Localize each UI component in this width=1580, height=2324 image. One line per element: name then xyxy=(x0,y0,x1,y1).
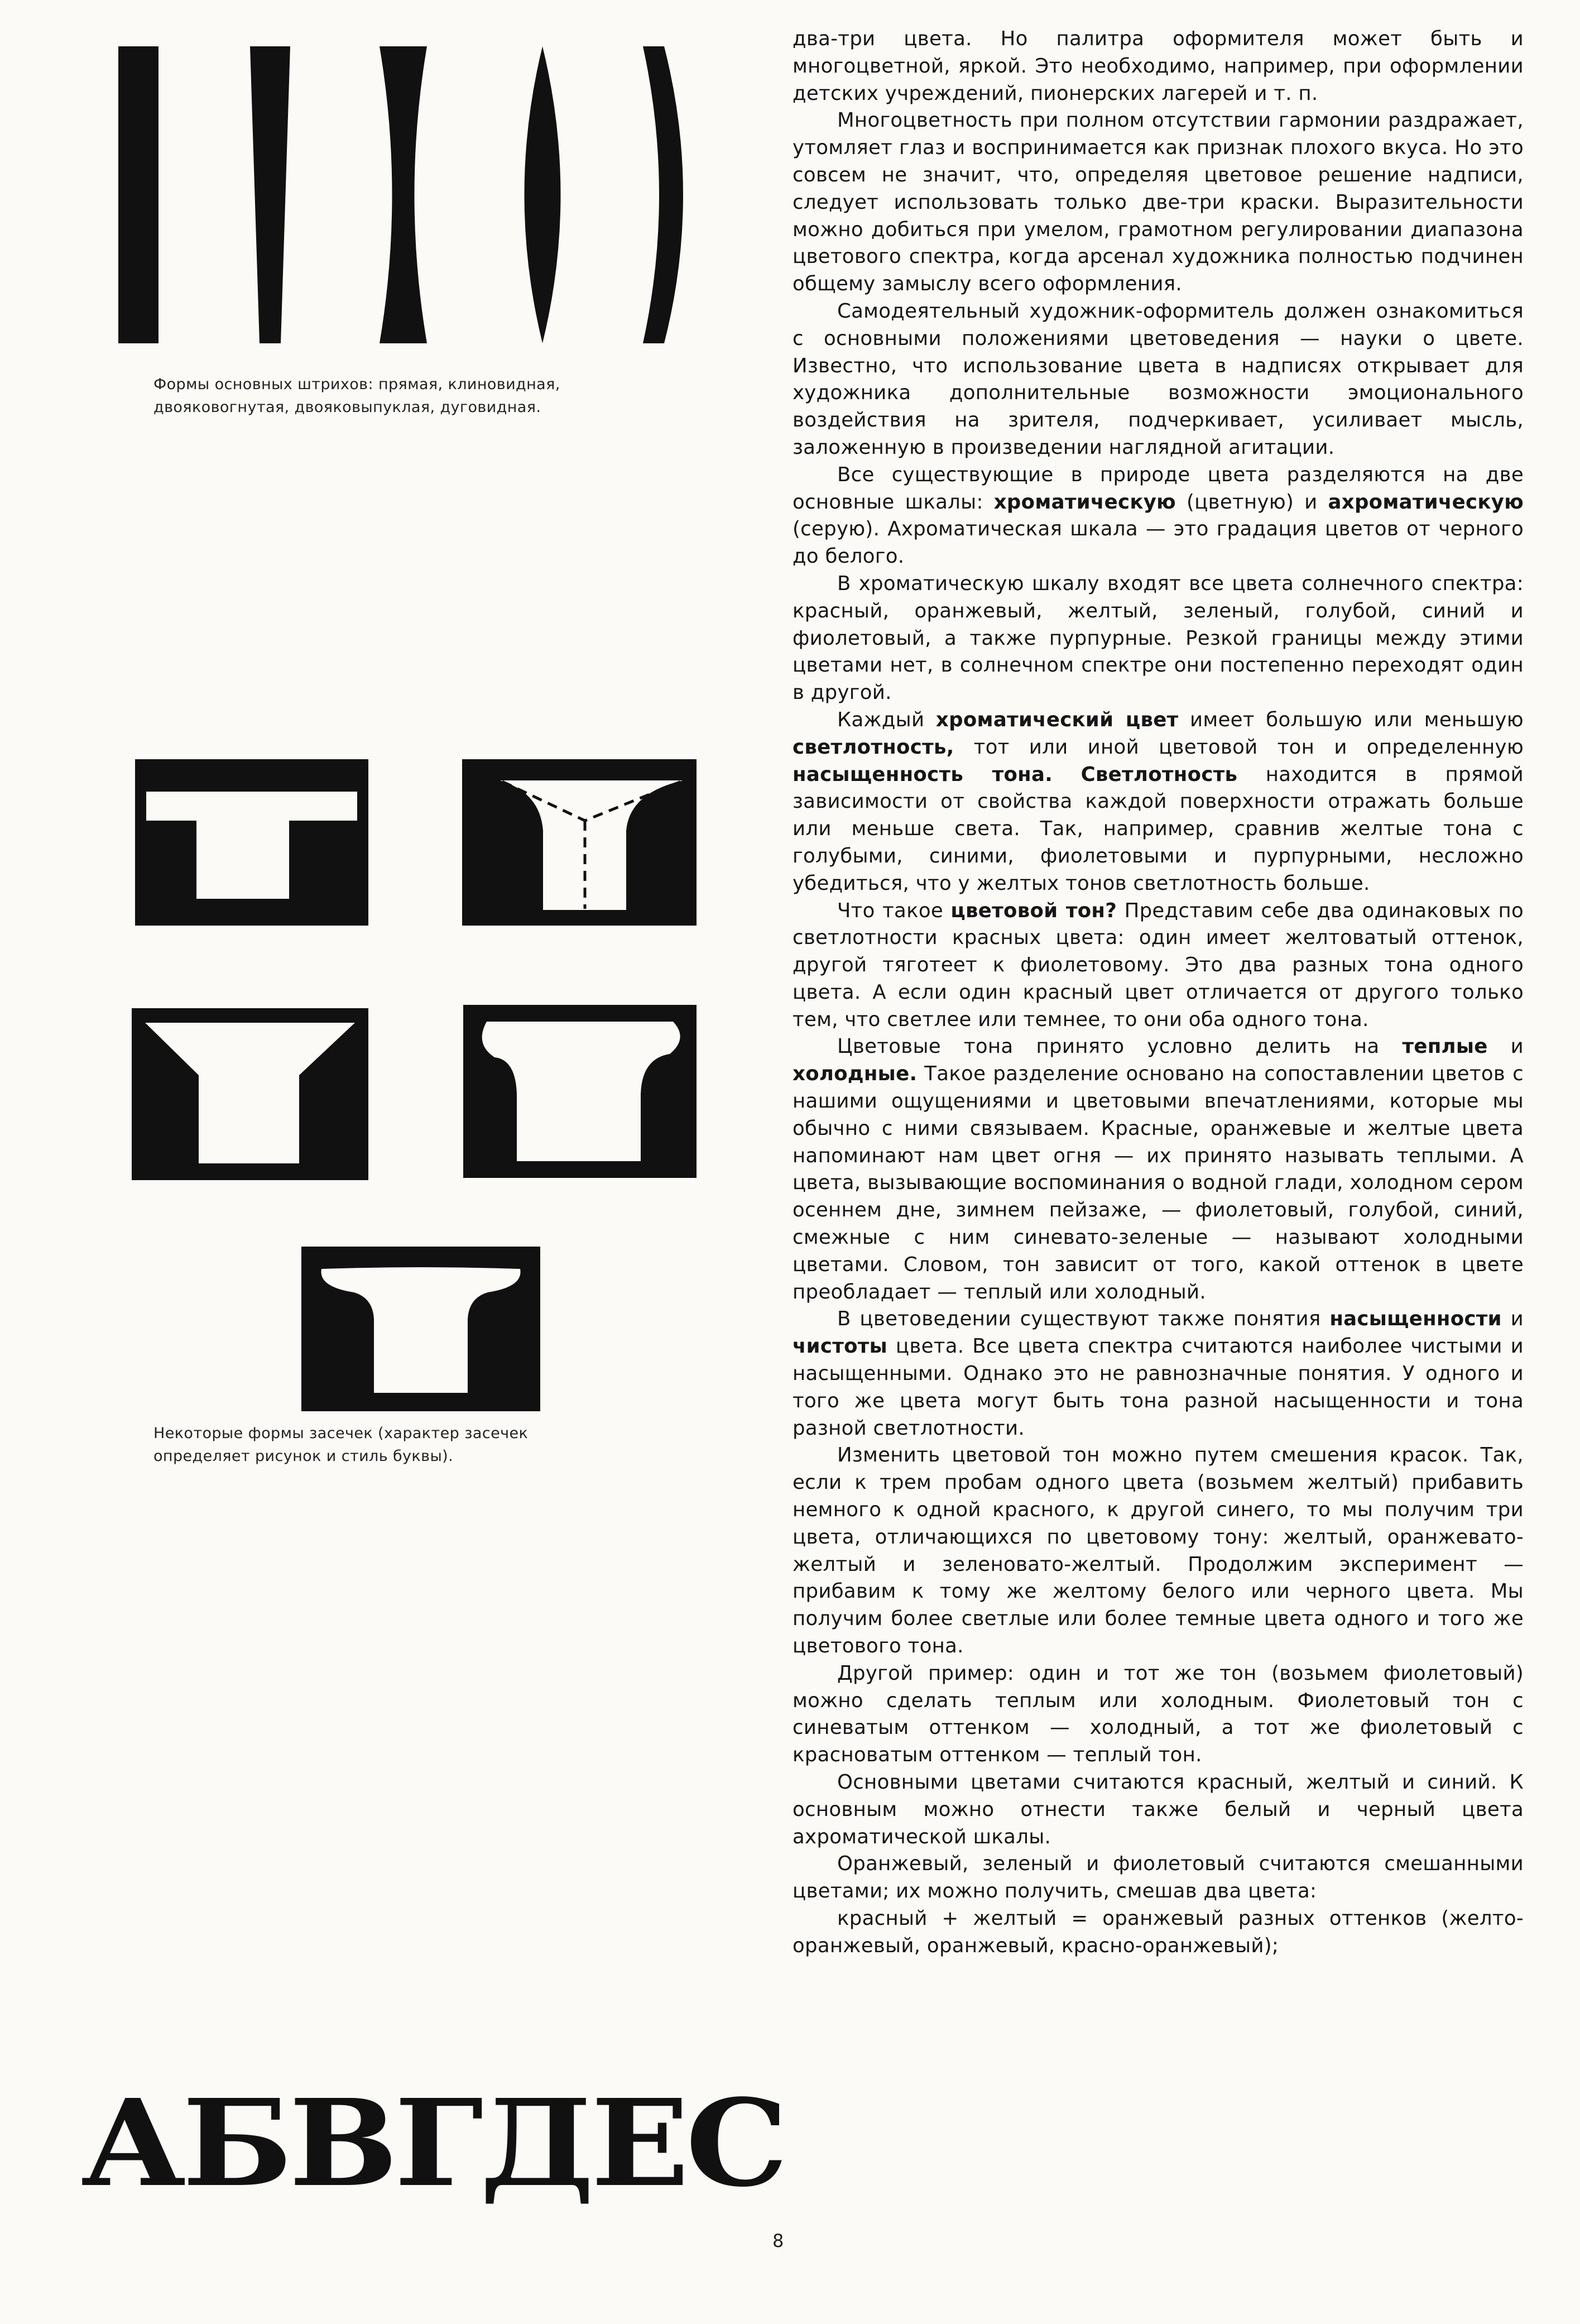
page-number: 8 xyxy=(772,2230,784,2251)
article-paragraph xyxy=(793,898,1524,1034)
text-run: Изменить цветовой тон можно путем смешения красок. Так, если к трем пробам одного цвета (возьмем желтый) прибавить немного к одной красного, к другой синего, то мы получим три цвета, отличающихся по цветовому тону: желтый, оранжевато-желтый и зеленовато-желтый. Продолжим эксперимент — прибавим к тому же желтому белого или черного цвета. Мы получим более светлые или более темные цвета одного и того же цветового тона. xyxy=(793,1444,1524,1658)
article-paragraph xyxy=(793,1769,1524,1851)
article-paragraph xyxy=(793,707,1524,898)
term-bold: насыщенности xyxy=(1329,1307,1502,1331)
text-run: Самодеятельный художник-оформитель должен ознакомиться с основными положениями цветоведения — науки о цвете. Известно, что использование цвета в надписях открывает для художника дополнительные возможности эмоционального воздействия на зрителя, подчеркивает, усиливает мысль, заложенную в произведении наглядной агитации. xyxy=(793,299,1524,459)
article-paragraph xyxy=(793,462,1524,571)
text-run: находится в прямой зависимости от свойства каждой поверхности отражать больше или меньше света. Так, например, сравнив желтые тона с голубыми, синими, фиолетовыми и пурпурными, несложно убедиться, что у желтых тонов светлотность больше. xyxy=(793,763,1524,895)
article-text xyxy=(793,26,1524,1960)
term-bold: Светлотность xyxy=(1080,763,1238,786)
text-run: тот или иной цветовой тон и определенную xyxy=(954,735,1524,759)
caption-line: Формы основных штрихов: прямая, клиновидная, xyxy=(153,376,560,393)
term-bold: хроматическую xyxy=(993,490,1176,514)
article-paragraph xyxy=(793,1905,1524,1960)
stroke-biconcave xyxy=(380,46,427,343)
text-run: Оранжевый, зеленый и фиолетовый считаются смешанными цветами; их можно получить, смешав два цвета: xyxy=(793,1852,1524,1903)
term-bold: чистоты xyxy=(793,1335,888,1358)
serif-form-bracketed-construction xyxy=(462,759,697,926)
caption-line: двояковогнутая, двояковыпуклая, дуговидная. xyxy=(153,399,541,416)
stroke-straight xyxy=(118,46,159,343)
article-paragraph xyxy=(793,1033,1524,1306)
caption-line: определяет рисунок и стиль буквы). xyxy=(153,1448,454,1465)
alphabet-sample: АБВГДЕС xyxy=(81,2073,785,2213)
text-run: и xyxy=(1501,1307,1524,1331)
caption-line: Некоторые формы засечек (характер засечек xyxy=(153,1425,529,1442)
text-run: В цветоведении существуют также понятия xyxy=(837,1307,1330,1331)
stroke-biconvex xyxy=(525,46,561,343)
serif-form-rounded xyxy=(463,1005,697,1178)
stroke-wedge xyxy=(250,46,290,343)
serif-form-wedge xyxy=(132,1008,368,1180)
text-run: Такое разделение основано на сопоставлении цветов с нашими ощущениями и цветовыми впечатлениями, которые мы обычно с ними связываем. Красные, оранжевые и желтые цвета напоминают нам цвет огня — их принято называть теплыми. А цвета, вызывающие воспоминания о водной глади, холодном сером осеннем дне, зимнем пейзаже, — фиолетовый, голубой, синий, смежные с ним синевато-зеленые — называют холодными цветами. Словом, тон зависит от того, какой оттенок в цвете преобладает — теплый или холодный. xyxy=(793,1062,1524,1304)
text-run: цвета. Все цвета спектра считаются наиболее чистыми и насыщенными. Однако это не равнозначные понятия. У одного и того же цвета могут быть тона разной насыщенности и тона разной светлотности. xyxy=(793,1335,1524,1440)
stroke-forms-caption xyxy=(153,373,712,419)
article-paragraph xyxy=(793,1442,1524,1660)
article-paragraph xyxy=(793,1851,1524,1905)
term-bold: цветовой тон? xyxy=(950,899,1117,922)
term-bold: хроматический цвет xyxy=(935,708,1179,731)
text-run: имеет большую или меньшую xyxy=(1178,708,1524,731)
term-bold: насыщенность тона. xyxy=(793,763,1053,786)
text-run: Многоцветность при полном отсутствии гармонии раздражает, утомляет глаз и воспринимается как признак плохого вкуса. Но это совсем не значит, что, определяя цветовое решение надписи, следует использовать только две-три краски. Выразительности можно добиться при умелом, грамотном регулировании диапазона цветового спектра, когда арсенал художника полностью подчинен общему замыслу всего оформления. xyxy=(793,109,1524,296)
article-paragraph xyxy=(793,298,1524,462)
text-run xyxy=(1053,763,1081,786)
term-bold: теплые xyxy=(1402,1035,1488,1058)
text-run: (цветную) и xyxy=(1176,490,1328,514)
text-run: Что такое xyxy=(837,899,951,922)
text-run: Цветовые тона принято условно делить на xyxy=(837,1035,1403,1058)
term-bold: ахроматическую xyxy=(1328,490,1524,514)
stroke-forms-figure xyxy=(112,42,698,343)
article-paragraph xyxy=(793,571,1524,707)
serif-form-square xyxy=(135,759,368,926)
article-paragraph xyxy=(793,1306,1524,1442)
article-paragraph xyxy=(793,1660,1524,1769)
term-bold: холодные. xyxy=(793,1062,918,1086)
article-paragraph xyxy=(793,26,1524,107)
text-run: Каждый xyxy=(837,708,936,731)
stroke-arc xyxy=(643,46,683,343)
serif-form-cupped xyxy=(301,1247,540,1411)
text-run: красный + желтый = оранжевый разных оттенков (желто-оранжевый, оранжевый, красно-оранжевый); xyxy=(793,1906,1524,1957)
term-bold: светлотность, xyxy=(793,735,954,759)
text-run: два-три цвета. Но палитра оформителя может быть и многоцветной, яркой. Это необходимо, например, при оформлении детских учреждений, пионерских лагерей и т. п. xyxy=(793,27,1524,105)
article-paragraph xyxy=(793,107,1524,298)
text-run: (серую). Ахроматическая шкала — это градация цветов от черного до белого. xyxy=(793,517,1524,568)
text-run: и xyxy=(1487,1035,1524,1058)
text-run: Другой пример: один и тот же тон (возьмем фиолетовый) можно сделать теплым или холодным. Фиолетовый тон с синеватым оттенком — холодный, а тот же фиолетовый с красноватым оттенком — теплый тон. xyxy=(793,1661,1524,1767)
text-run: Основными цветами считаются красный, желтый и синий. К основным можно отнести также белый и черный цвета ахроматической шкалы. xyxy=(793,1771,1524,1848)
text-run: В хроматическую шкалу входят все цвета солнечного спектра: красный, оранжевый, желтый, зеленый, голубой, синий и фиолетовый, а также пурпурные. Резкой границы между этими цветами нет, в солнечном спектре они постепенно переходят один в другой. xyxy=(793,572,1524,705)
serif-forms-caption xyxy=(153,1422,689,1468)
text-run: Все существующие в природе цвета разделяются на две основные шкалы: xyxy=(793,463,1524,514)
text-run: Представим себе два одинаковых по светлотности красных цвета: один имеет желтоватый оттенок, другой тяготеет к фиолетовому. Это два разных тона одного цвета. А если один красный цвет отличается от другого только тем, что светлее или темнее, то они оба одного тона. xyxy=(793,899,1524,1031)
